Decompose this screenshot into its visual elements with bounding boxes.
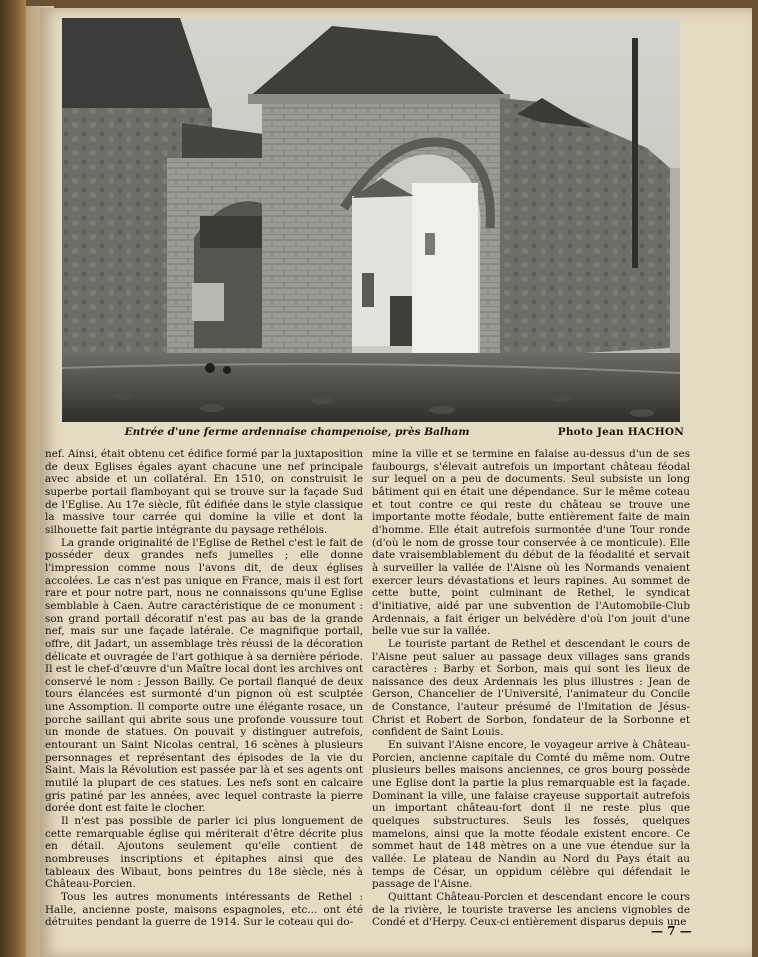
right-text-column [372, 448, 690, 929]
paragraph: mine la ville et se termine en falaise au-dessus d'un de ses faubourgs, s'élevait autrefois un important château féodal sur lequel on a peu de documents. Seul subsiste un long bâtiment qui en était une dépendance. Sur le même coteau et tout contre ce qui reste du château se trouve une importante motte féodale, butte entièrement faite de main d'homme. Elle était autrefois surmontée d'une Tour ronde (d'où le nom de grosse tour conservée à ce monticule). Elle date vraisemblablement du début de la féodalité et servait à surveiller la vallée de l'Aisne où les Normands venaient exercer leurs dévastations et leurs rapines. Au sommet de cette butte, point culminant de Rethel, le syndicat d'initiative, aidé par une subvention de l'Automobile-Club Ardennais, a fait ériger un belvédère d'où l'on jouit d'une belle vue sur la vallée. [372, 448, 690, 638]
caption-text: Entrée d'une ferme ardennaise champenoise, près Balham [124, 426, 470, 438]
left-text-column [45, 448, 363, 929]
farm-gateway-photo [62, 18, 680, 422]
photo-caption [62, 426, 684, 442]
paragraph: En suivant l'Aisne encore, le voyageur arrive à Château-Porcien, ancienne capitale du Comté du même nom. Outre plusieurs belles maisons anciennes, ce gros bourg possède une Eglise dont la partie la plus remarquable est la façade. Dominant la ville, une falaise crayeuse supportait autrefois un important château-fort dont il ne reste plus que quelques substructures. Seuls les fossés, quelques mamelons, ainsi que la motte féodale existent encore. Ce sommet haut de 148 mètres on a une vue étendue sur la vallée. Le plateau de Nandin au Nord du Pays était au temps de César, un oppidum célèbre qui défendait le passage de l'Aisne. [372, 739, 690, 891]
magazine-page [40, 8, 752, 957]
book-binding [0, 0, 26, 957]
paragraph: Quittant Château-Porcien et descendant encore le cours de la rivière, le touriste traverse les anciens vignobles de Condé et d'Herpy. Ceux-ci entièrement disparus depuis une [372, 890, 690, 929]
paragraph: La grande originalité de l'Eglise de Rethel c'est le fait de posséder deux grandes nefs jumelles ; elle donne l'impression comme nous l'avons dit, de deux églises accolées. Le cas n'est pas unique en France, mais il est fort rare et pour notre part, nous ne connaissons qu'une Eglise semblable à Caen. Autre caractéristique de ce monument : son grand portail décoratif n'est pas au bas de la grande nef, mais sur une façade latérale. Ce magnifique portail, offre, dit Jadart, un assemblage très réussi de la décoration délicate et ouvragée de l'art gothique à sa dernière période. Il est le chef-d'œuvre d'un Maître local dont les archives ont conservé le nom : Jesson Bailly. Ce portail flanqué de deux tours élancées est surmonté d'un pignon où est sculptée une Assomption. Il comporte outre une élégante rosace, un porche saillant qui abrite sous une profonde voussure tout un monde de statues. On pouvait y distinguer autrefois, entourant un Saint Nicolas central, 16 scènes à plusieurs personnages et représentant des épisodes de la vie du Saint. Mais la Révolution est passée par là et ses agents ont mutilé la plupart de ces statues. Les nefs sont en calcaire gris patiné par les années, avec lequel contraste la pierre dorée dont est faite le clocher. [45, 536, 363, 815]
photo-credit: Photo Jean HACHON [557, 426, 684, 438]
paragraph: Il n'est pas possible de parler ici plus longuement de cette remarquable église qui mériterait d'être décrite plus en détail. Ajoutons seulement qu'elle contient de nombreuses inscriptions et épitaphes ainsi que des tableaux des Wibaut, bons peintres du 18e siècle, nés à Château-Porcien. [45, 815, 363, 891]
paragraph: Le touriste partant de Rethel et descendant le cours de l'Aisne peut saluer au passage deux villages sans grands caractères : Barby et Sorbon, mais qui sont les lieux de naissance des deux Ardennais les plus illustres : Jean de Gerson, Chancelier de l'Université, l'animateur du Concile de Constance, l'auteur présumé de l'Imitation de Jésus-Christ et Robert de Sorbon, fondateur de la Sorbonne et confident de Saint Louis. [372, 637, 690, 739]
paragraph: Tous les autres monuments intéressants de Rethel : Halle, ancienne poste, maisons espagnoles, etc... ont été détruites pendant la guerre de 1914. Sur le coteau qui do- [45, 890, 363, 929]
paragraph: nef. Ainsi, était obtenu cet édifice formé par la juxtaposition de deux Eglises égales ayant chacune une nef principale avec abside et un collatéral. En 1510, on construisit le superbe portail flamboyant qui se trouve sur la façade Sud de l'Eglise. Au 17e siècle, fût édifiée dans le style classique la massive tour carrée qui domine la ville et dont la silhouette fait partie intégrante du paysage rethélois. [45, 448, 363, 536]
page-number: — 7 — [651, 924, 692, 938]
